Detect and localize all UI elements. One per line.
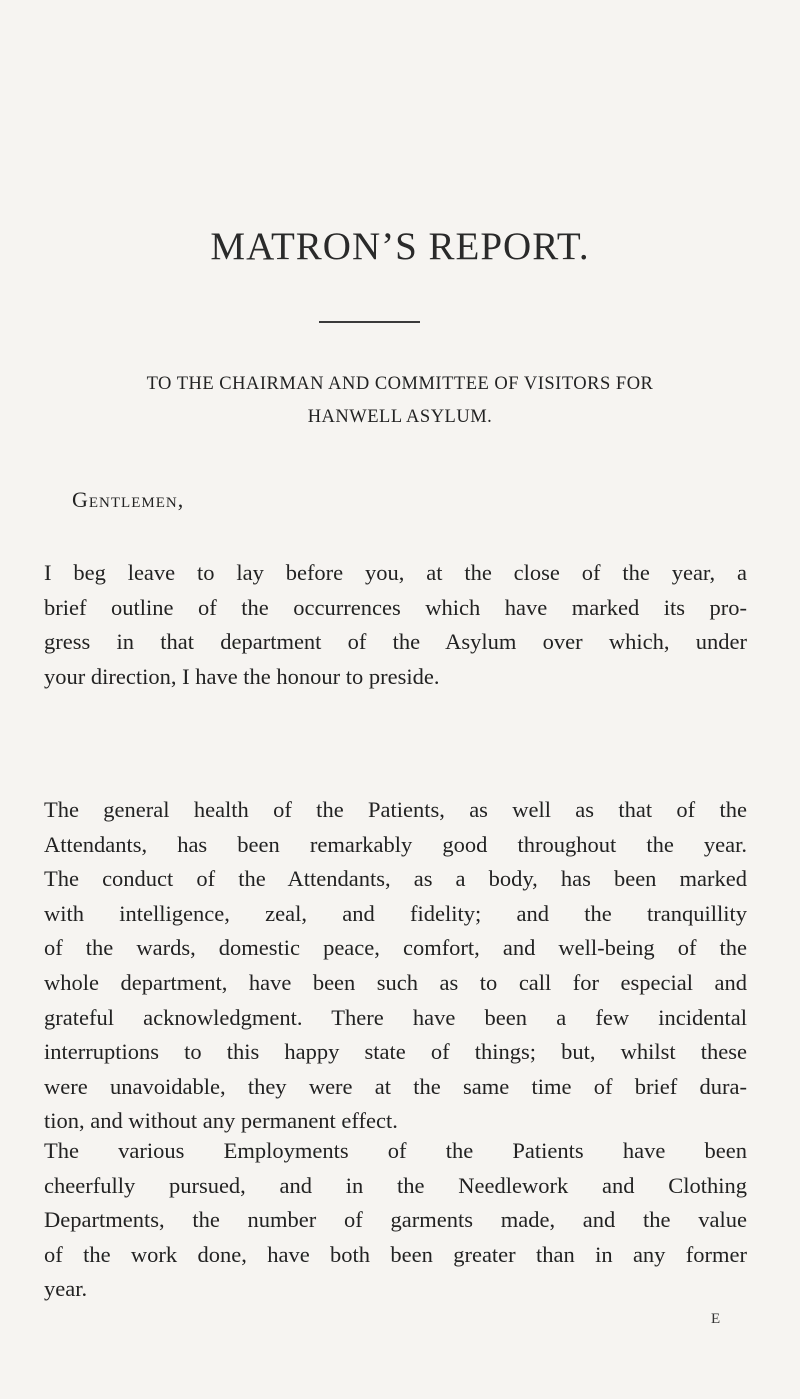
address-line-2: HANWELL ASYLUM. xyxy=(307,407,493,427)
title-rule xyxy=(319,321,420,323)
greeting: Gentlemen, xyxy=(72,487,185,512)
paragraph-line: The various Employments of the Patients have been xyxy=(44,1138,747,1163)
paragraph-line: gress in that department of the Asylum over which, under xyxy=(44,629,747,655)
paragraph-line: Attendants, has been remarkably good throughout the year. xyxy=(44,831,747,857)
paragraph-line: tion, and without any permanent effect. xyxy=(44,1108,398,1134)
page-title: MATRON’S REPORT. xyxy=(210,225,590,268)
paragraph-line: brief outline of the occurrences which have marked its pro- xyxy=(44,594,747,620)
address-block xyxy=(50,368,750,434)
paragraph-line: I beg leave to lay before you, at the close of the year, a xyxy=(44,560,747,585)
paragraph-line: year. xyxy=(44,1276,88,1302)
paragraph-line: of the wards, domestic peace, comfort, and well-being of the xyxy=(44,935,747,961)
paragraph-line: interruptions to this happy state of things; but, whilst these xyxy=(44,1039,747,1065)
paragraph-line: The conduct of the Attendants, as a body, has been marked xyxy=(44,866,747,892)
paragraph-line: with intelligence, zeal, and fidelity; and the tranquillity xyxy=(44,900,747,926)
paragraph-line: were unavoidable, they were at the same time of brief dura- xyxy=(44,1073,747,1099)
paragraph-line: grateful acknowledgment. There have been a few incidental xyxy=(44,1004,747,1030)
paragraph-line: The general health of the Patients, as well as that of the xyxy=(44,797,747,822)
paragraph-line: your direction, I have the honour to preside. xyxy=(44,663,440,689)
address-line-1: TO THE CHAIRMAN AND COMMITTEE OF VISITORS FOR xyxy=(146,374,654,394)
paragraph-2 xyxy=(44,793,747,1139)
paragraph-line: cheerfully pursued, and in the Needlework and Clothing xyxy=(44,1172,747,1198)
signature-mark: E xyxy=(711,1311,721,1327)
paragraph-line: Departments, the number of garments made, and the value xyxy=(44,1207,747,1233)
paragraph-line: whole department, have been such as to call for especial and xyxy=(44,969,747,995)
paragraph-line: of the work done, have both been greater than in any former xyxy=(44,1241,747,1267)
paragraph-3 xyxy=(44,1134,747,1307)
paragraph-1 xyxy=(44,556,747,694)
